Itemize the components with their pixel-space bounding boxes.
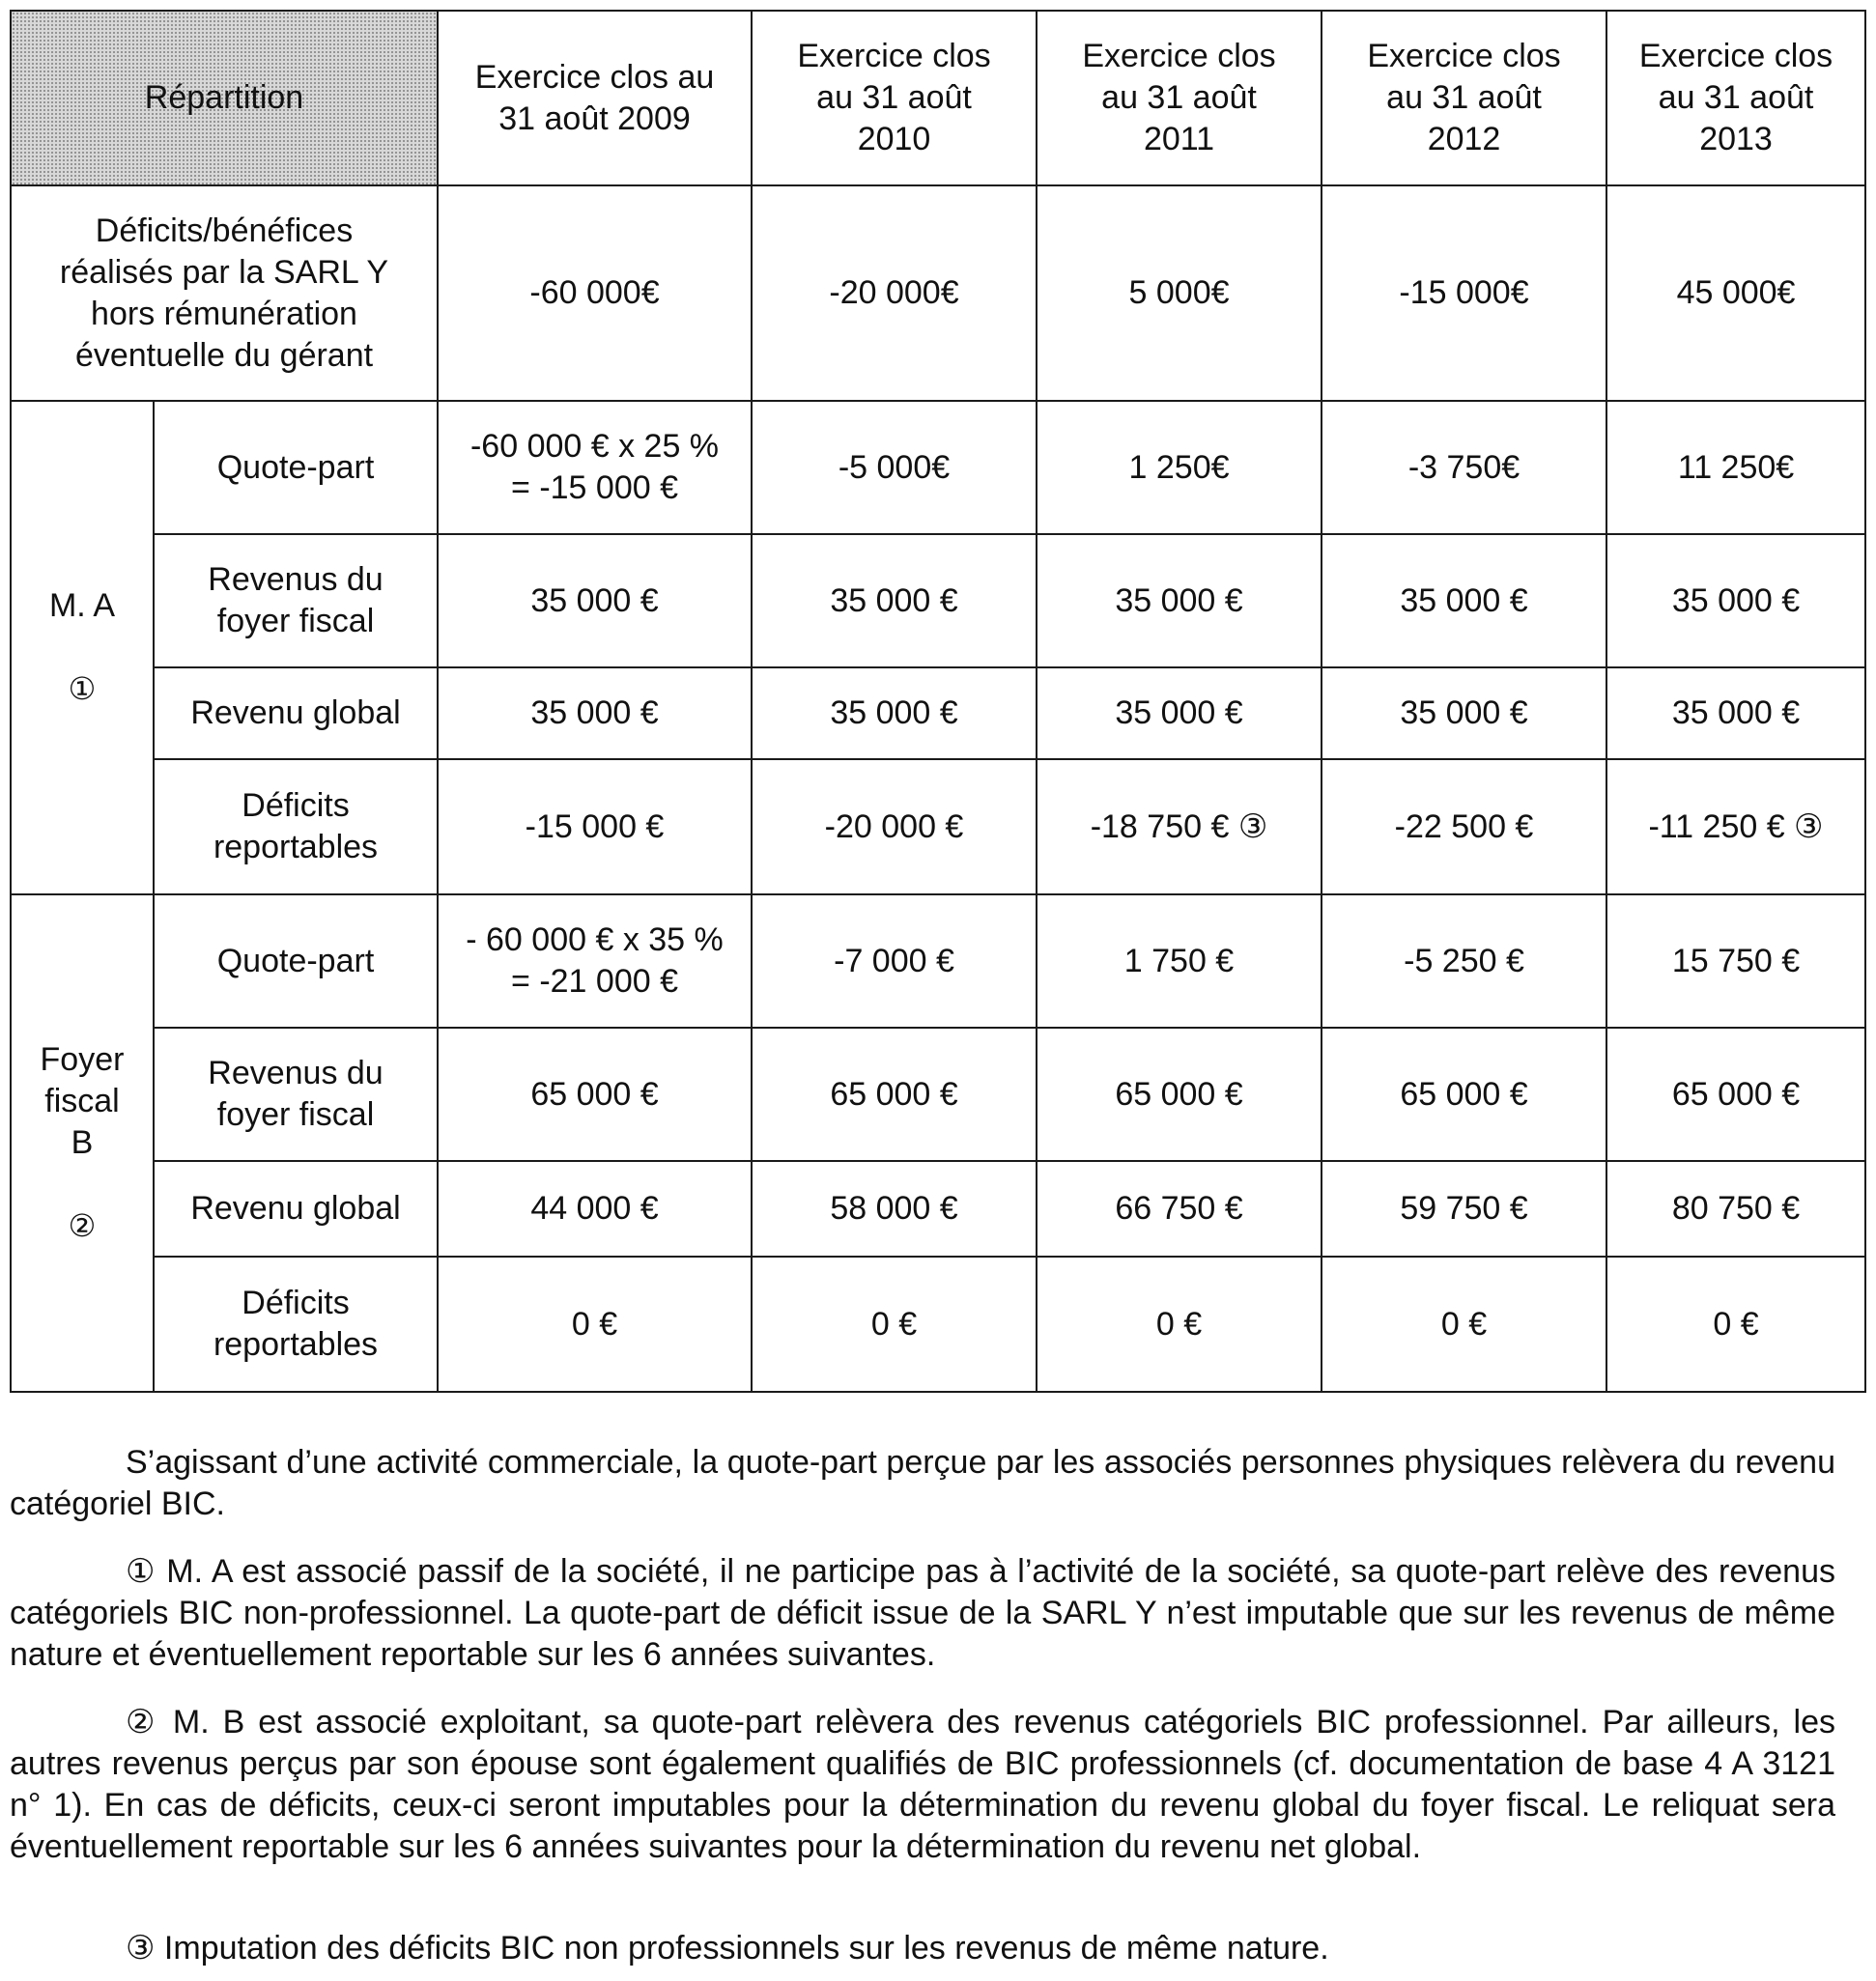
table-cell: 35 000 € — [1322, 667, 1606, 759]
table-cell: - 60 000 € x 35 % = -21 000 € — [438, 894, 752, 1028]
table-cell: 44 000 € — [438, 1161, 752, 1257]
table-cell: 0 € — [1322, 1257, 1606, 1392]
table-cell: 59 750 € — [1322, 1161, 1606, 1257]
table-cell: -3 750€ — [1322, 401, 1606, 534]
table-cell: 11 250€ — [1606, 401, 1865, 534]
table-cell: 5 000€ — [1037, 185, 1322, 401]
paragraph-text: S’agissant d’une activité commerciale, la quote-part perçue par les associés personnes physiques relèvera du revenu catégoriel BIC. — [10, 1444, 1835, 1522]
table-cell: 1 250€ — [1037, 401, 1322, 534]
table-cell: 35 000 € — [752, 534, 1037, 667]
header-2012: Exercice clos au 31 août 2012 — [1322, 11, 1606, 185]
table-cell: 35 000 € — [1606, 667, 1865, 759]
table-cell: 35 000 € — [1037, 667, 1322, 759]
table-row — [11, 401, 1865, 534]
header-2013: Exercice clos au 31 août 2013 — [1606, 11, 1865, 185]
table-cell: -15 000€ — [1322, 185, 1606, 401]
note-marker: ② — [68, 1208, 97, 1243]
sarl-row — [11, 185, 1865, 401]
table-cell: -7 000 € — [752, 894, 1037, 1028]
paragraph-text: ② M. B est associé exploitant, sa quote-part relèvera des revenus catégoriels BIC professionnel. Par ailleurs, les autres revenus perçus par son épouse sont également qualifiés de BIC professionnels (cf. documentation de base 4 A 3121 n° 1). En cas de déficits, ceux-ci seront imputables pour la détermination du revenu global du foyer fiscal. Le reliquat sera éventuellement reportable sur les 6 années suivantes pour la détermination du revenu net global. — [10, 1704, 1835, 1865]
table-cell: -60 000 € x 25 % = -15 000 € — [438, 401, 752, 534]
table-cell: -5 000€ — [752, 401, 1037, 534]
note-marker: ① — [68, 671, 97, 706]
footnote-3 — [10, 1928, 1835, 1969]
table-cell: 15 750 € — [1606, 894, 1865, 1028]
distribution-table — [10, 10, 1866, 1393]
table-cell: -15 000 € — [438, 759, 752, 894]
table-cell: -20 000€ — [752, 185, 1037, 401]
table-row — [11, 894, 1865, 1028]
group-label-m-a — [11, 401, 154, 894]
table-cell: -18 750 € ③ — [1037, 759, 1322, 894]
paragraph-text: ③ Imputation des déficits BIC non professionnels sur les revenus de même nature. — [126, 1930, 1329, 1967]
table-cell: 65 000 € — [1606, 1028, 1865, 1161]
row-label: Déficits reportables — [154, 759, 438, 894]
group-label-foyer-b — [11, 894, 154, 1392]
table-cell: 1 750 € — [1037, 894, 1322, 1028]
table-row — [11, 759, 1865, 894]
table-cell: 65 000 € — [438, 1028, 752, 1161]
footnote-2 — [10, 1702, 1835, 1868]
header-row — [11, 11, 1865, 185]
header-2010: Exercice clos au 31 août 2010 — [752, 11, 1037, 185]
table-cell: -60 000€ — [438, 185, 752, 401]
table-cell: 65 000 € — [1322, 1028, 1606, 1161]
table-cell: 0 € — [1606, 1257, 1865, 1392]
table-cell: 35 000 € — [438, 534, 752, 667]
table-cell: -5 250 € — [1322, 894, 1606, 1028]
row-label: Revenu global — [154, 667, 438, 759]
table-cell: 80 750 € — [1606, 1161, 1865, 1257]
table-cell: 35 000 € — [438, 667, 752, 759]
row-label: Déficits reportables — [154, 1257, 438, 1392]
paragraph — [10, 1442, 1835, 1525]
sarl-row-label: Déficits/bénéfices réalisés par la SARL Y hors rémunération éventuelle du gérant — [11, 185, 438, 401]
row-label: Quote-part — [154, 401, 438, 534]
table-cell: 35 000 € — [1037, 534, 1322, 667]
group-name: Foyer fiscal B — [40, 1041, 125, 1161]
table-cell: 35 000 € — [1606, 534, 1865, 667]
table-cell: 0 € — [752, 1257, 1037, 1392]
table-row — [11, 667, 1865, 759]
paragraph-text: ① M. A est associé passif de la société, il ne participe pas à l’activité de la société, sa quote-part relève des revenus catégoriels BIC non-professionnel. La quote-part de déficit issue de la SARL Y n’est imputable que sur les revenus de même nature et éventuellement reportable sur les 6 années suivantes. — [10, 1553, 1835, 1673]
table-cell: -20 000 € — [752, 759, 1037, 894]
table-row — [11, 1161, 1865, 1257]
table-cell: 35 000 € — [752, 667, 1037, 759]
corner-cell: Répartition — [11, 11, 438, 185]
table-cell: 45 000€ — [1606, 185, 1865, 401]
group-name: M. A — [48, 587, 116, 624]
footnote-1 — [10, 1551, 1835, 1676]
table-cell: 65 000 € — [1037, 1028, 1322, 1161]
table-row — [11, 1257, 1865, 1392]
row-label: Quote-part — [154, 894, 438, 1028]
row-label: Revenu global — [154, 1161, 438, 1257]
table-cell: 35 000 € — [1322, 534, 1606, 667]
header-2011: Exercice clos au 31 août 2011 — [1037, 11, 1322, 185]
table-cell: 0 € — [1037, 1257, 1322, 1392]
row-label: Revenus du foyer fiscal — [154, 1028, 438, 1161]
table-cell: 66 750 € — [1037, 1161, 1322, 1257]
table-cell: -11 250 € ③ — [1606, 759, 1865, 894]
row-label: Revenus du foyer fiscal — [154, 534, 438, 667]
header-2009: Exercice clos au 31 août 2009 — [438, 11, 752, 185]
table-row — [11, 1028, 1865, 1161]
table-cell: -22 500 € — [1322, 759, 1606, 894]
table-cell: 65 000 € — [752, 1028, 1037, 1161]
table-row — [11, 534, 1865, 667]
table-cell: 0 € — [438, 1257, 752, 1392]
table-cell: 58 000 € — [752, 1161, 1037, 1257]
